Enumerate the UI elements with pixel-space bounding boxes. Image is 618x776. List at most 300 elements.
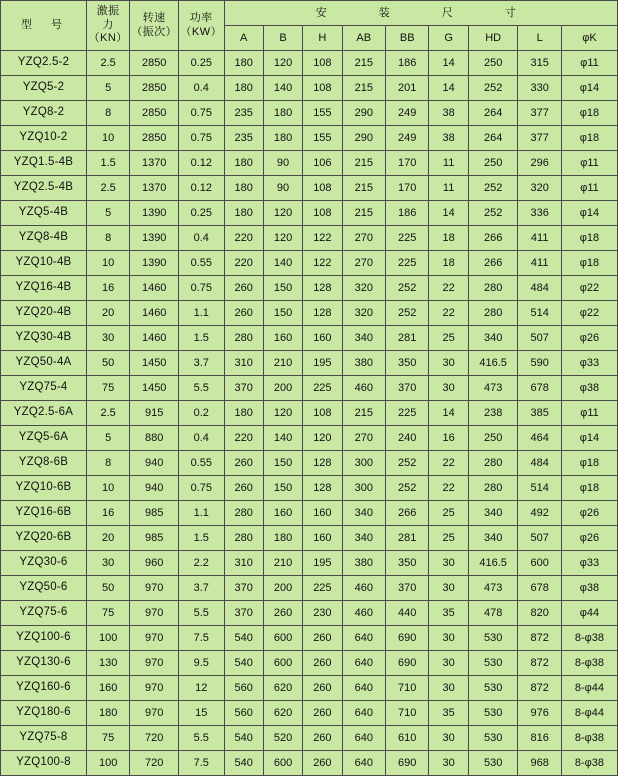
cell-g: 25	[429, 326, 468, 351]
cell-hd: 473	[468, 376, 518, 401]
cell-a: 180	[224, 401, 263, 426]
cell-g: 38	[429, 101, 468, 126]
cell-b: 120	[263, 226, 302, 251]
cell-h: 106	[303, 151, 342, 176]
cell-l: 411	[518, 226, 561, 251]
cell-speed: 940	[130, 476, 179, 501]
table-row	[1, 601, 618, 626]
cell-a: 180	[224, 76, 263, 101]
cell-g: 22	[429, 301, 468, 326]
cell-bb: 252	[386, 301, 429, 326]
cell-l: 330	[518, 76, 561, 101]
cell-l: 320	[518, 176, 561, 201]
cell-b: 120	[263, 201, 302, 226]
cell-a: 560	[224, 701, 263, 726]
header-speed-line1: 转速	[142, 11, 166, 24]
cell-b: 180	[263, 101, 302, 126]
cell-ab: 640	[342, 726, 385, 751]
cell-h: 260	[303, 726, 342, 751]
cell-power: 12	[179, 676, 225, 701]
cell-l: 514	[518, 301, 561, 326]
cell-force: 75	[86, 601, 129, 626]
cell-model: YZQ30-4B	[1, 326, 87, 351]
cell-b: 160	[263, 501, 302, 526]
cell-speed: 1390	[130, 226, 179, 251]
cell-l: 872	[518, 651, 561, 676]
table-row	[1, 451, 618, 476]
table-row	[1, 626, 618, 651]
cell-speed: 1370	[130, 151, 179, 176]
table-row	[1, 301, 618, 326]
cell-power: 3.7	[179, 351, 225, 376]
cell-power: 7.5	[179, 751, 225, 776]
cell-hd: 250	[468, 51, 518, 76]
table-row	[1, 376, 618, 401]
cell-a: 260	[224, 476, 263, 501]
cell-ab: 215	[342, 401, 385, 426]
cell-g: 30	[429, 676, 468, 701]
cell-ab: 340	[342, 501, 385, 526]
cell-h: 128	[303, 276, 342, 301]
cell-power: 0.75	[179, 276, 225, 301]
header-speed	[130, 1, 179, 51]
cell-l: 385	[518, 401, 561, 426]
cell-k: φ18	[561, 451, 617, 476]
cell-force: 8	[86, 101, 129, 126]
cell-model: YZQ50-6	[1, 576, 87, 601]
cell-ab: 320	[342, 276, 385, 301]
cell-a: 280	[224, 526, 263, 551]
header-power	[179, 1, 225, 51]
cell-a: 180	[224, 201, 263, 226]
cell-model: YZQ8-6B	[1, 451, 87, 476]
cell-k: φ18	[561, 251, 617, 276]
cell-a: 310	[224, 351, 263, 376]
cell-l: 296	[518, 151, 561, 176]
cell-l: 976	[518, 701, 561, 726]
cell-b: 180	[263, 526, 302, 551]
cell-b: 120	[263, 401, 302, 426]
cell-hd: 266	[468, 251, 518, 276]
cell-force: 2.5	[86, 51, 129, 76]
cell-k: φ11	[561, 401, 617, 426]
cell-k: φ26	[561, 501, 617, 526]
cell-hd: 340	[468, 326, 518, 351]
cell-ab: 340	[342, 326, 385, 351]
cell-a: 540	[224, 751, 263, 776]
cell-power: 15	[179, 701, 225, 726]
cell-a: 280	[224, 326, 263, 351]
cell-l: 464	[518, 426, 561, 451]
cell-k: 8-φ44	[561, 676, 617, 701]
cell-force: 75	[86, 376, 129, 401]
cell-hd: 238	[468, 401, 518, 426]
cell-power: 0.55	[179, 251, 225, 276]
cell-g: 35	[429, 601, 468, 626]
cell-model: YZQ100-6	[1, 626, 87, 651]
cell-force: 16	[86, 501, 129, 526]
cell-model: YZQ1.5-4B	[1, 151, 87, 176]
cell-model: YZQ5-6A	[1, 426, 87, 451]
cell-l: 377	[518, 101, 561, 126]
cell-g: 22	[429, 451, 468, 476]
cell-h: 108	[303, 201, 342, 226]
cell-b: 150	[263, 476, 302, 501]
cell-bb: 225	[386, 401, 429, 426]
cell-a: 260	[224, 451, 263, 476]
cell-model: YZQ5-4B	[1, 201, 87, 226]
table-row	[1, 151, 618, 176]
cell-l: 872	[518, 626, 561, 651]
cell-model: YZQ16-4B	[1, 276, 87, 301]
cell-b: 600	[263, 651, 302, 676]
cell-force: 1.5	[86, 151, 129, 176]
table-row	[1, 176, 618, 201]
cell-h: 230	[303, 601, 342, 626]
cell-b: 140	[263, 426, 302, 451]
header-power-line2: （KW）	[180, 25, 223, 38]
cell-power: 0.2	[179, 401, 225, 426]
cell-speed: 1460	[130, 276, 179, 301]
cell-l: 411	[518, 251, 561, 276]
cell-speed: 970	[130, 601, 179, 626]
cell-force: 10	[86, 251, 129, 276]
cell-hd: 280	[468, 301, 518, 326]
cell-g: 11	[429, 151, 468, 176]
cell-hd: 340	[468, 501, 518, 526]
header-model: 型 号	[1, 1, 87, 51]
cell-a: 370	[224, 601, 263, 626]
cell-g: 25	[429, 526, 468, 551]
cell-hd: 250	[468, 151, 518, 176]
cell-l: 484	[518, 451, 561, 476]
header-speed-line2: （振次）	[131, 25, 178, 38]
cell-force: 2.5	[86, 401, 129, 426]
cell-k: φ22	[561, 276, 617, 301]
cell-force: 10	[86, 126, 129, 151]
cell-hd: 280	[468, 276, 518, 301]
cell-force: 20	[86, 526, 129, 551]
cell-k: φ33	[561, 551, 617, 576]
cell-a: 180	[224, 176, 263, 201]
cell-model: YZQ50-4A	[1, 351, 87, 376]
cell-power: 5.5	[179, 726, 225, 751]
cell-l: 492	[518, 501, 561, 526]
cell-bb: 249	[386, 101, 429, 126]
cell-hd: 530	[468, 701, 518, 726]
cell-ab: 270	[342, 426, 385, 451]
header-row-main	[1, 1, 618, 26]
cell-a: 540	[224, 651, 263, 676]
cell-bb: 201	[386, 76, 429, 101]
cell-speed: 970	[130, 701, 179, 726]
cell-bb: 281	[386, 326, 429, 351]
cell-bb: 690	[386, 651, 429, 676]
cell-a: 220	[224, 426, 263, 451]
cell-a: 220	[224, 251, 263, 276]
cell-ab: 290	[342, 126, 385, 151]
cell-speed: 940	[130, 451, 179, 476]
cell-b: 120	[263, 51, 302, 76]
cell-force: 180	[86, 701, 129, 726]
cell-h: 122	[303, 251, 342, 276]
cell-hd: 266	[468, 226, 518, 251]
cell-k: φ44	[561, 601, 617, 626]
header-dimensions-group: 安 装 尺 寸	[224, 1, 617, 26]
cell-power: 2.2	[179, 551, 225, 576]
cell-l: 484	[518, 276, 561, 301]
cell-k: 8-φ38	[561, 751, 617, 776]
cell-b: 620	[263, 701, 302, 726]
cell-ab: 320	[342, 301, 385, 326]
cell-k: φ14	[561, 76, 617, 101]
cell-g: 11	[429, 176, 468, 201]
cell-hd: 416.5	[468, 351, 518, 376]
cell-power: 0.75	[179, 126, 225, 151]
cell-g: 22	[429, 476, 468, 501]
cell-h: 120	[303, 426, 342, 451]
cell-l: 315	[518, 51, 561, 76]
cell-model: YZQ5-2	[1, 76, 87, 101]
cell-ab: 300	[342, 476, 385, 501]
cell-ab: 640	[342, 701, 385, 726]
cell-hd: 530	[468, 726, 518, 751]
cell-speed: 915	[130, 401, 179, 426]
cell-model: YZQ160-6	[1, 676, 87, 701]
cell-b: 150	[263, 276, 302, 301]
cell-ab: 640	[342, 651, 385, 676]
cell-hd: 340	[468, 526, 518, 551]
cell-power: 1.5	[179, 326, 225, 351]
cell-h: 225	[303, 576, 342, 601]
cell-g: 22	[429, 276, 468, 301]
cell-speed: 970	[130, 626, 179, 651]
cell-h: 225	[303, 376, 342, 401]
cell-h: 260	[303, 626, 342, 651]
header-exciting-force-line3: （KN）	[88, 32, 128, 45]
cell-ab: 290	[342, 101, 385, 126]
cell-b: 210	[263, 551, 302, 576]
cell-g: 18	[429, 251, 468, 276]
cell-hd: 250	[468, 426, 518, 451]
cell-b: 180	[263, 126, 302, 151]
table-row	[1, 526, 618, 551]
cell-k: φ22	[561, 301, 617, 326]
cell-b: 600	[263, 751, 302, 776]
cell-speed: 2850	[130, 101, 179, 126]
cell-k: φ38	[561, 376, 617, 401]
cell-k: φ18	[561, 476, 617, 501]
cell-power: 0.55	[179, 451, 225, 476]
cell-bb: 281	[386, 526, 429, 551]
cell-h: 108	[303, 176, 342, 201]
cell-bb: 710	[386, 701, 429, 726]
cell-speed: 970	[130, 676, 179, 701]
cell-hd: 473	[468, 576, 518, 601]
cell-k: φ11	[561, 176, 617, 201]
cell-force: 30	[86, 551, 129, 576]
cell-a: 560	[224, 676, 263, 701]
cell-a: 180	[224, 51, 263, 76]
table-head	[1, 1, 618, 51]
cell-k: φ18	[561, 126, 617, 151]
cell-force: 16	[86, 276, 129, 301]
cell-ab: 460	[342, 601, 385, 626]
cell-model: YZQ2.5-2	[1, 51, 87, 76]
header-exciting-force	[86, 1, 129, 51]
cell-speed: 880	[130, 426, 179, 451]
cell-power: 1.1	[179, 501, 225, 526]
table-row	[1, 501, 618, 526]
cell-ab: 215	[342, 176, 385, 201]
table-row	[1, 726, 618, 751]
cell-h: 155	[303, 126, 342, 151]
cell-bb: 252	[386, 451, 429, 476]
cell-h: 155	[303, 101, 342, 126]
cell-speed: 970	[130, 576, 179, 601]
cell-speed: 2850	[130, 126, 179, 151]
cell-h: 108	[303, 76, 342, 101]
cell-l: 816	[518, 726, 561, 751]
cell-bb: 690	[386, 751, 429, 776]
cell-model: YZQ8-4B	[1, 226, 87, 251]
cell-g: 38	[429, 126, 468, 151]
cell-model: YZQ16-6B	[1, 501, 87, 526]
cell-model: YZQ100-8	[1, 751, 87, 776]
cell-model: YZQ75-8	[1, 726, 87, 751]
cell-bb: 266	[386, 501, 429, 526]
cell-ab: 215	[342, 201, 385, 226]
cell-power: 0.4	[179, 76, 225, 101]
cell-b: 150	[263, 301, 302, 326]
table-row	[1, 426, 618, 451]
cell-b: 600	[263, 626, 302, 651]
table-row	[1, 551, 618, 576]
cell-bb: 690	[386, 626, 429, 651]
cell-a: 220	[224, 226, 263, 251]
cell-hd: 478	[468, 601, 518, 626]
cell-force: 130	[86, 651, 129, 676]
cell-k: φ26	[561, 526, 617, 551]
cell-bb: 252	[386, 276, 429, 301]
cell-g: 30	[429, 726, 468, 751]
cell-ab: 640	[342, 751, 385, 776]
cell-h: 160	[303, 326, 342, 351]
cell-g: 30	[429, 576, 468, 601]
cell-hd: 280	[468, 476, 518, 501]
cell-bb: 225	[386, 251, 429, 276]
cell-a: 310	[224, 551, 263, 576]
cell-l: 377	[518, 126, 561, 151]
cell-force: 50	[86, 351, 129, 376]
cell-ab: 270	[342, 251, 385, 276]
cell-a: 540	[224, 726, 263, 751]
table-row	[1, 351, 618, 376]
cell-speed: 960	[130, 551, 179, 576]
cell-b: 90	[263, 151, 302, 176]
cell-b: 150	[263, 451, 302, 476]
cell-bb: 350	[386, 551, 429, 576]
cell-h: 128	[303, 476, 342, 501]
cell-h: 195	[303, 351, 342, 376]
cell-power: 0.12	[179, 151, 225, 176]
table-row	[1, 201, 618, 226]
cell-bb: 370	[386, 376, 429, 401]
cell-force: 2.5	[86, 176, 129, 201]
cell-model: YZQ130-6	[1, 651, 87, 676]
header-power-line1: 功率	[189, 11, 213, 24]
cell-power: 1.5	[179, 526, 225, 551]
cell-bb: 249	[386, 126, 429, 151]
cell-force: 20	[86, 301, 129, 326]
cell-power: 0.75	[179, 101, 225, 126]
cell-speed: 985	[130, 526, 179, 551]
cell-bb: 710	[386, 676, 429, 701]
table-row	[1, 751, 618, 776]
cell-force: 100	[86, 626, 129, 651]
cell-hd: 530	[468, 651, 518, 676]
cell-hd: 252	[468, 76, 518, 101]
cell-power: 0.4	[179, 426, 225, 451]
cell-force: 8	[86, 451, 129, 476]
table-row	[1, 251, 618, 276]
cell-l: 872	[518, 676, 561, 701]
cell-g: 30	[429, 551, 468, 576]
header-exciting-force-line1: 激振	[96, 4, 120, 17]
cell-h: 260	[303, 676, 342, 701]
cell-a: 370	[224, 576, 263, 601]
cell-speed: 2850	[130, 76, 179, 101]
cell-model: YZQ20-4B	[1, 301, 87, 326]
cell-ab: 215	[342, 151, 385, 176]
table-row	[1, 651, 618, 676]
cell-ab: 640	[342, 676, 385, 701]
header-col-ab: AB	[342, 26, 385, 51]
cell-b: 140	[263, 76, 302, 101]
cell-power: 1.1	[179, 301, 225, 326]
cell-h: 195	[303, 551, 342, 576]
cell-hd: 530	[468, 626, 518, 651]
cell-g: 30	[429, 351, 468, 376]
cell-speed: 1450	[130, 376, 179, 401]
cell-force: 5	[86, 201, 129, 226]
cell-speed: 1390	[130, 201, 179, 226]
cell-model: YZQ2.5-4B	[1, 176, 87, 201]
cell-g: 14	[429, 401, 468, 426]
cell-g: 30	[429, 626, 468, 651]
cell-a: 260	[224, 301, 263, 326]
cell-bb: 240	[386, 426, 429, 451]
cell-hd: 530	[468, 751, 518, 776]
table-body	[1, 51, 618, 776]
cell-a: 370	[224, 376, 263, 401]
cell-h: 160	[303, 526, 342, 551]
cell-hd: 530	[468, 676, 518, 701]
header-col-b: B	[263, 26, 302, 51]
cell-g: 14	[429, 201, 468, 226]
cell-g: 18	[429, 226, 468, 251]
cell-speed: 1370	[130, 176, 179, 201]
cell-b: 620	[263, 676, 302, 701]
header-col-l: L	[518, 26, 561, 51]
table-row	[1, 76, 618, 101]
cell-b: 140	[263, 251, 302, 276]
cell-force: 75	[86, 726, 129, 751]
cell-h: 128	[303, 451, 342, 476]
table-row	[1, 276, 618, 301]
cell-force: 30	[86, 326, 129, 351]
cell-speed: 1460	[130, 301, 179, 326]
